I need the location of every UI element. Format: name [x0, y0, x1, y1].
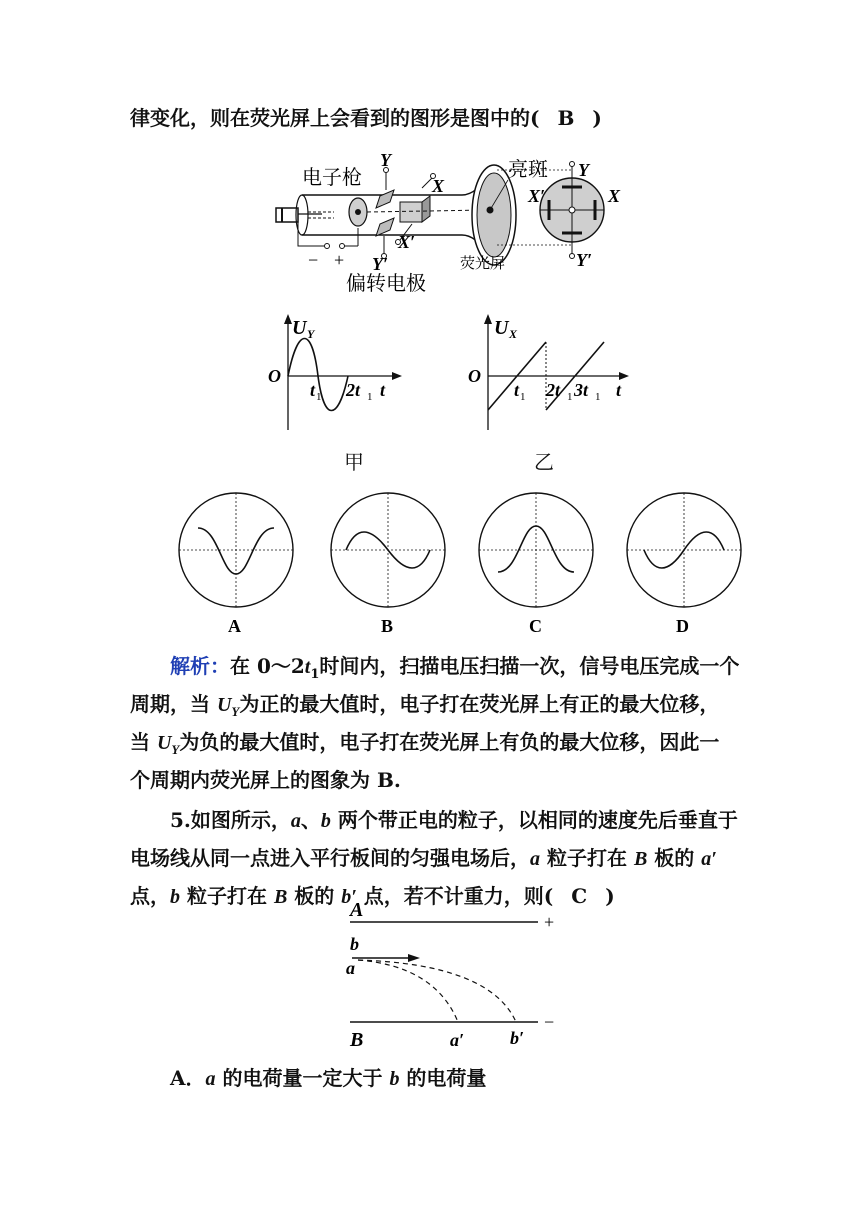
- graph-jia: [260, 312, 410, 442]
- analysis-line-2: 周期，当 $U_Y$为正的最大值时，电子打在荧光屏上有正的最大位移，: [130, 692, 720, 719]
- jia-ylabel: U: [292, 317, 307, 339]
- yi-t3: 3t: [574, 380, 589, 400]
- q5-line-1: 5.如图所示，a、b 两个带正电的粒子，以相同的速度先后垂直于: [170, 808, 738, 832]
- tube-yp-label: Y′: [372, 254, 389, 274]
- option-d-screen: [627, 493, 741, 607]
- option-a-line: A．a 的电荷量一定大于 b 的电荷量: [170, 1066, 487, 1090]
- jia-t-axis: t: [380, 380, 386, 400]
- particle-a-label: a: [346, 958, 355, 978]
- spot-label: 亮斑: [508, 157, 548, 181]
- yi-t3-sub: 1: [595, 391, 601, 403]
- q5-answer: C: [571, 884, 588, 908]
- yi-t2: 2t: [546, 380, 561, 400]
- option-c-screen: [479, 493, 593, 607]
- crt-diagram: [272, 150, 632, 300]
- plate-a-label: A: [350, 899, 364, 921]
- analysis-line-1: 解析：在 $0\sim 2t_1$时间内，扫描电压扫描一次，信号电压完成一个: [170, 654, 740, 682]
- option-b-screen: [331, 493, 445, 607]
- screen-yp-label: Y′: [576, 250, 593, 270]
- plate-minus: −: [544, 1012, 555, 1032]
- tube-xp-label: X′: [398, 232, 416, 252]
- point-bp-label: b′: [510, 1028, 525, 1048]
- close-paren: ): [592, 106, 602, 130]
- analysis-line-3: 当 $U_Y$为负的最大值时，电子打在荧光屏上有负的最大位移，因此一: [130, 730, 720, 757]
- option-b-label: B: [381, 616, 394, 636]
- yi-ylabel: U: [494, 317, 509, 339]
- screen-y-label: Y: [578, 160, 589, 180]
- yi-origin: O: [468, 366, 481, 386]
- option-a-label: A: [228, 616, 241, 636]
- analysis-label: 解析：: [170, 654, 230, 678]
- plate-diagram: [340, 896, 570, 1056]
- particle-b-label: b: [350, 934, 359, 954]
- option-c-label: C: [529, 616, 542, 636]
- yi-t2-sub: 1: [567, 391, 573, 403]
- minus-sign: −: [308, 250, 319, 270]
- screen-label: 荧光屏: [460, 254, 506, 272]
- point-ap-label: a′: [450, 1030, 465, 1050]
- jia-origin: O: [268, 366, 281, 386]
- yi-t1-sub: 1: [520, 391, 526, 403]
- analysis-line-4: 个周期内荧光屏上的图象为 B.: [130, 768, 401, 792]
- jia-t2-sub: 1: [367, 391, 373, 403]
- option-d-label: D: [676, 616, 689, 636]
- tube-x-label: X: [432, 176, 445, 196]
- jia-t2: 2t: [346, 380, 361, 400]
- jia-t1: t: [310, 380, 316, 400]
- caption-yi: 乙: [534, 450, 554, 474]
- yi-ysub: X: [509, 327, 518, 341]
- plates-label: 偏转电极: [346, 271, 426, 295]
- question-text: 律变化，则在荧光屏上会看到的图形是图中的(: [130, 106, 540, 130]
- screen-x-label: X: [608, 186, 621, 206]
- graph-yi: [462, 312, 642, 442]
- caption-jia: 甲: [344, 450, 364, 474]
- jia-t1-sub: 1: [316, 391, 322, 403]
- q5-line-2: 电场线从同一点进入平行板间的匀强电场后，a 粒子打在 B 板的 a′: [130, 846, 717, 870]
- tube-y-label: Y: [380, 150, 391, 170]
- gun-label: 电子枪: [302, 165, 362, 189]
- option-circles: [170, 488, 750, 638]
- screen-xp-label: X′: [528, 186, 546, 206]
- plate-plus: +: [544, 912, 555, 932]
- yi-t-axis: t: [616, 380, 622, 400]
- plate-b-label: B: [350, 1029, 364, 1051]
- q5-line-3: 点，b 粒子打在 B 板的 b′ 点，若不计重力，则( C ): [130, 884, 615, 908]
- jia-ysub: Y: [307, 327, 315, 341]
- plus-sign: +: [334, 250, 345, 270]
- question-line: [130, 104, 602, 132]
- answer-letter: B: [557, 106, 575, 130]
- option-a-screen: [179, 493, 293, 607]
- yi-t1: t: [514, 380, 520, 400]
